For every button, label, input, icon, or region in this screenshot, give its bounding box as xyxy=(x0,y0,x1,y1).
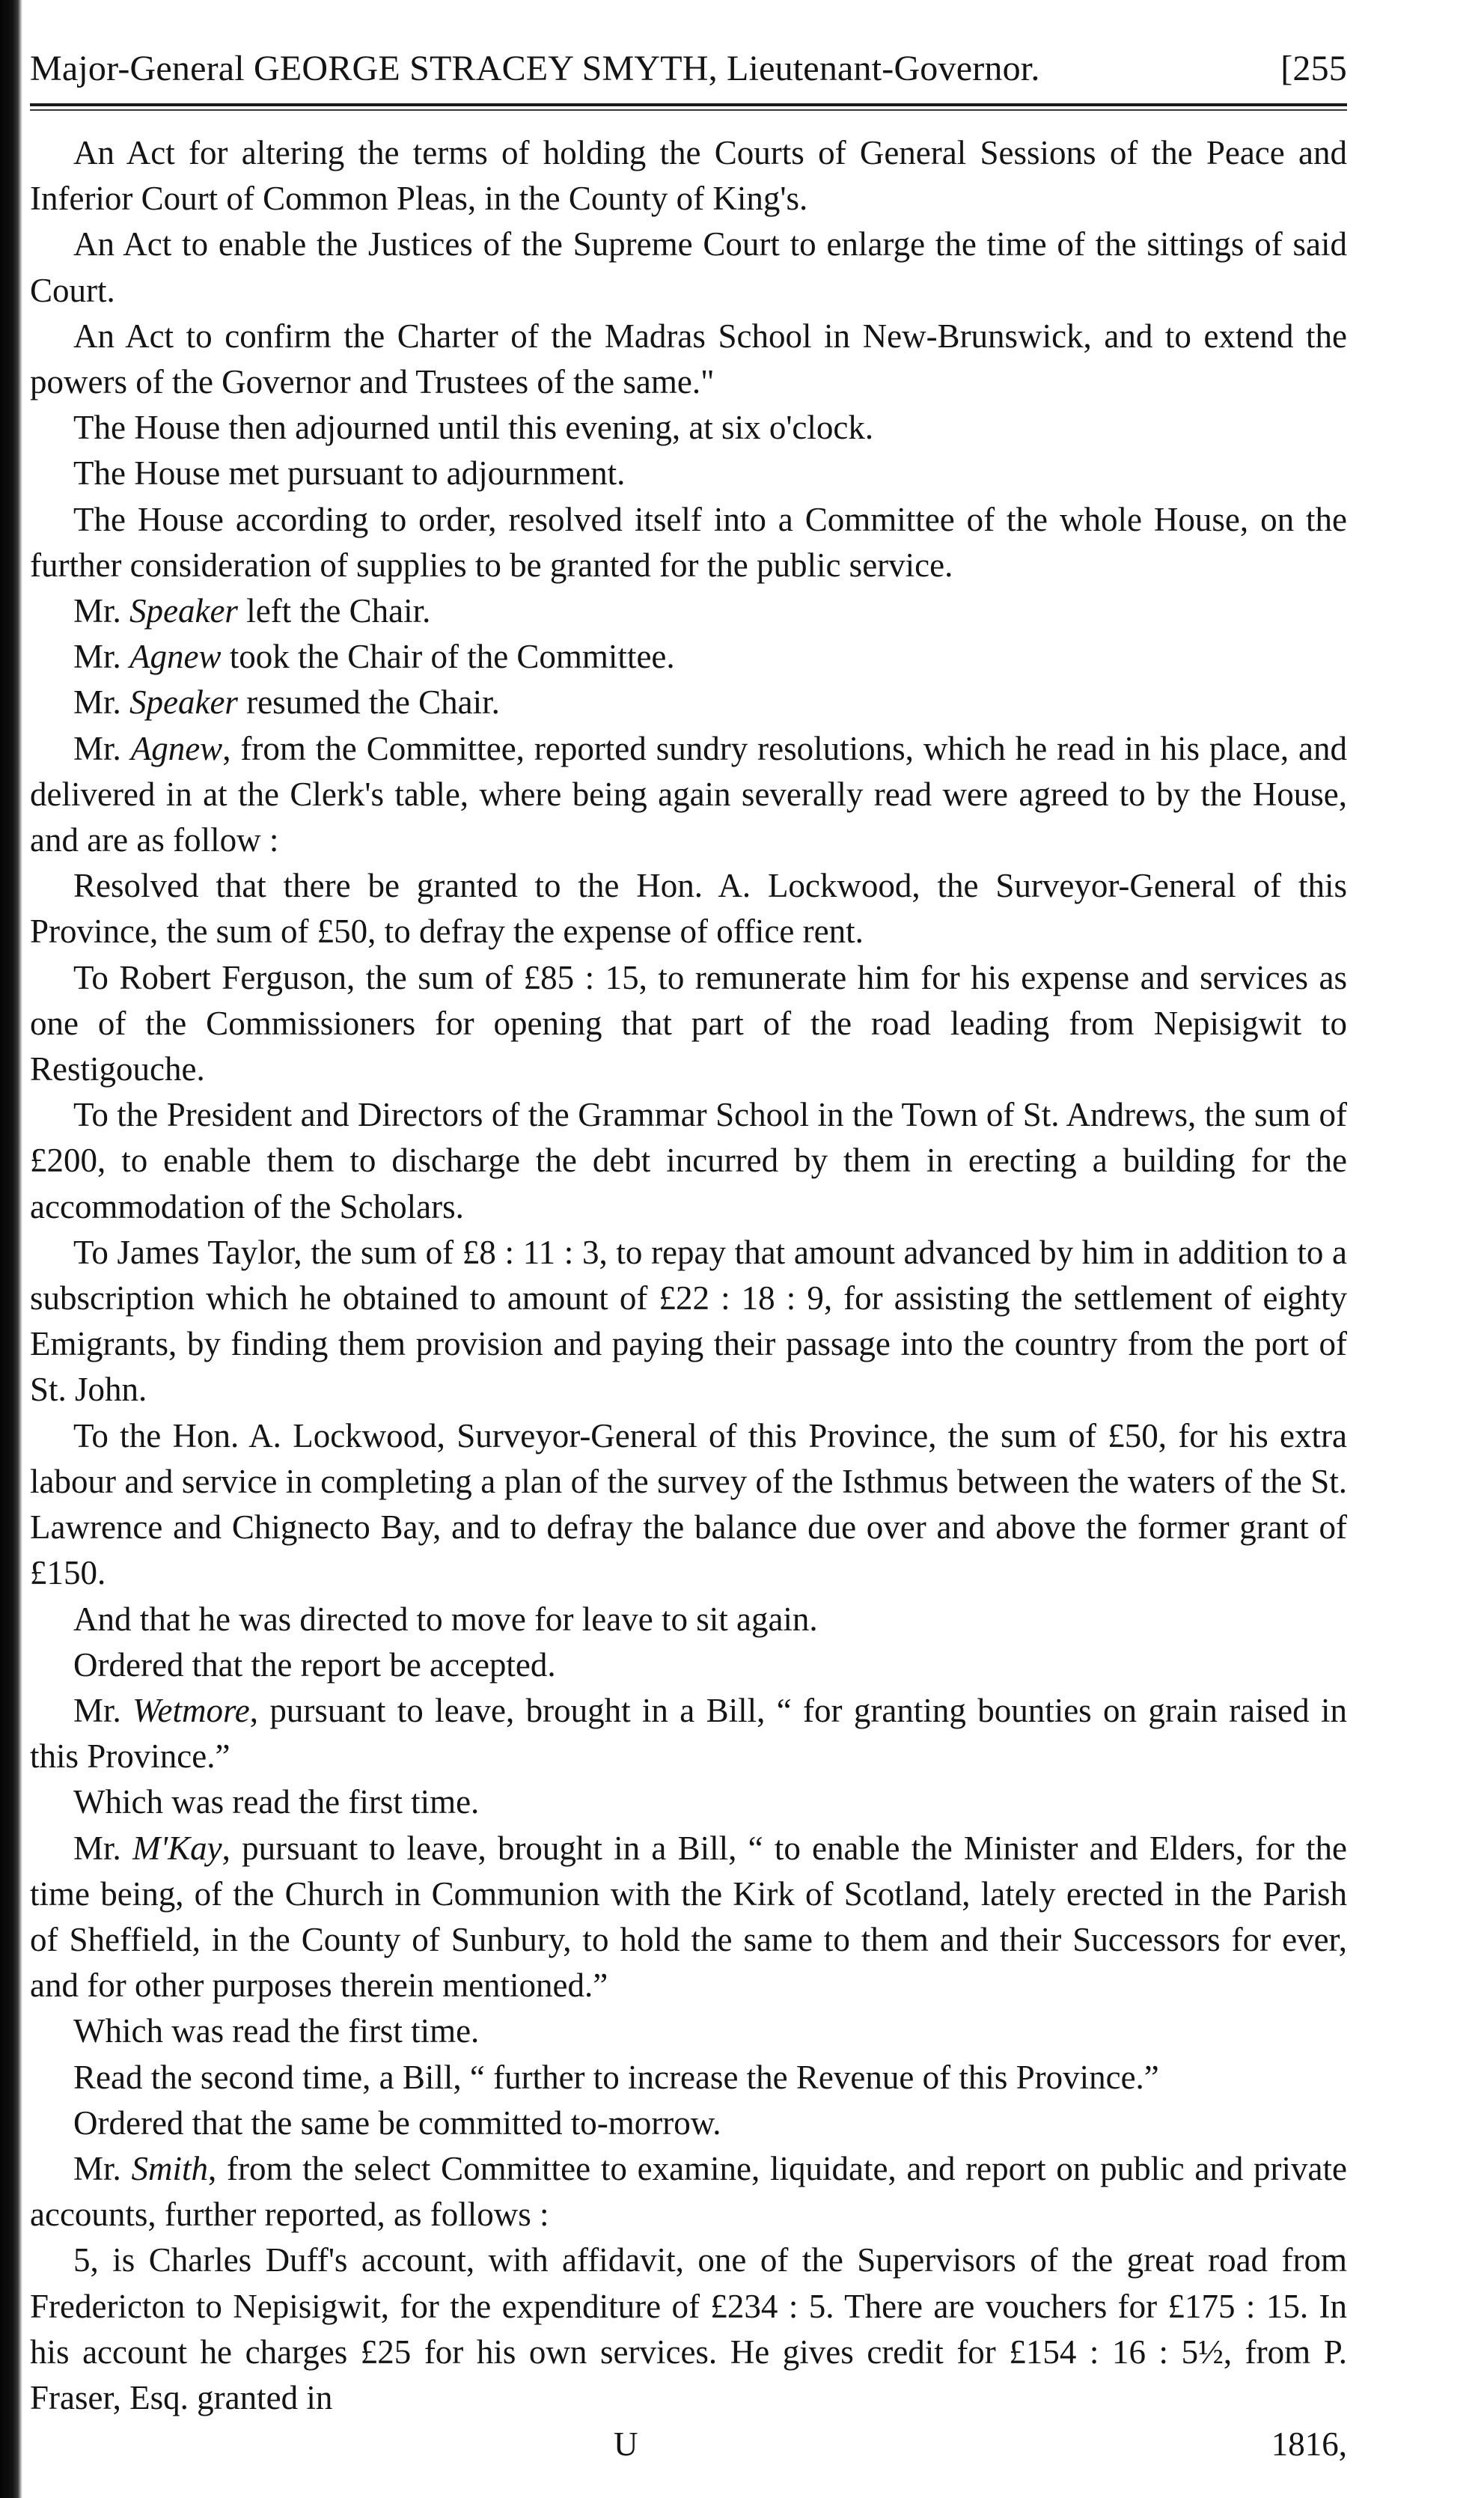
paragraph-act-kings-county: An Act for altering the terms of holding the Courts of General Sessions of the Peace and Inferior Court of Common Pleas, in the County of King's. xyxy=(30,134,1347,218)
running-title: Major-General GEORGE STRACEY SMYTH, Lieutenant-Governor. xyxy=(30,49,1040,88)
paragraph-first-reading-1: Which was read the first time. xyxy=(73,1783,480,1821)
paragraph-james-taylor: To James Taylor, the sum of £8 : 11 : 3, to repay that amount advanced by him in addition to a subscription which he obtained to amount of £22 : 18 : 9, for assisting the settlement of eighty Emigrants, by finding them provision and paying their passage into the country from the port of St. John. xyxy=(30,1233,1347,1409)
paragraph-agnew-report: Mr. Agnew, from the Committee, reported sundry resolutions, which he read in his place, and delivered in at the Clerk's table, where being again severally read were agreed to by the House, and are as follow : xyxy=(30,729,1347,859)
paragraph-first-reading-2: Which was read the first time. xyxy=(73,2012,480,2050)
paragraph-grammar-school: To the President and Directors of the Grammar School in the Town of St. Andrews, the sum of £200, to enable them to discharge the debt incurred by them in erecting a building for the accommodation of the Scholars. xyxy=(30,1096,1347,1225)
paragraph-revenue-bill: Read the second time, a Bill, “ further to increase the Revenue of this Province.” xyxy=(73,2058,1159,2096)
signature-mark: U xyxy=(614,2425,638,2464)
paragraph-act-madras-school: An Act to confirm the Charter of the Madras School in New-Brunswick, and to extend the powers of the Governor and Trustees of the same." xyxy=(30,317,1347,401)
paragraph-lockwood-survey: To the Hon. A. Lockwood, Surveyor-General of this Province, the sum of £50, for his extra labour and service in completing a plan of the survey of the Isthmus between the waters of the St. Lawrence and Chignecto Bay, and to defray the balance due over and above the former grant of £150. xyxy=(30,1416,1347,1592)
page-footer xyxy=(30,2422,1347,2466)
paragraph-committee-whole: The House according to order, resolved itself into a Committee of the whole House, on the further consideration of supplies to be granted for the public service. xyxy=(30,500,1347,584)
page-number: [255 xyxy=(1280,49,1347,88)
scan-binding-shadow xyxy=(0,0,22,2498)
paragraph-agnew-chair: Mr. Agnew took the Chair of the Committee. xyxy=(73,638,675,676)
running-head xyxy=(30,45,1347,93)
paragraph-committed-tomorrow: Ordered that the same be committed to-morrow. xyxy=(73,2104,721,2142)
paragraph-adjourned: The House then adjourned until this evening, at six o'clock. xyxy=(73,409,874,447)
catchword: 1816, xyxy=(1271,2425,1347,2464)
paragraph-ferguson: To Robert Ferguson, the sum of £85 : 15, to remunerate him for his expense and services as one of the Commissioners for opening that part of the road leading from Nepisigwit to Restigouche. xyxy=(30,958,1347,1088)
header-rule-thin xyxy=(30,109,1347,111)
paragraph-report-accepted: Ordered that the report be accepted. xyxy=(73,1645,556,1684)
page xyxy=(30,45,1347,2466)
paragraph-mkay-bill: Mr. M'Kay, pursuant to leave, brought in a Bill, “ to enable the Minister and Elders, for the time being, of the Church in Communion with the Kirk of Scotland, lately erected in the Parish of Sheffield, in the County of Sunbury, to hold the same to them and their Successors for ever, and for other purposes therein mentioned.” xyxy=(30,1829,1347,2005)
paragraph-wetmore-bill: Mr. Wetmore, pursuant to leave, brought in a Bill, “ for granting bounties on grain raised in this Province.” xyxy=(30,1691,1347,1776)
paragraph-house-met: The House met pursuant to adjournment. xyxy=(73,454,626,493)
paragraph-resolved-lockwood: Resolved that there be granted to the Hon. A. Lockwood, the Surveyor-General of this Province, the sum of £50, to defray the expense of office rent. xyxy=(30,867,1347,951)
body-text xyxy=(30,130,1347,2421)
paragraph-speaker-left: Mr. Speaker left the Chair. xyxy=(73,592,431,630)
paragraph-leave-sit-again: And that he was directed to move for leave to sit again. xyxy=(73,1600,818,1638)
paragraph-smith-report: Mr. Smith, from the select Committee to examine, liquidate, and report on public and private accounts, further reported, as follows : xyxy=(30,2149,1347,2234)
paragraph-act-supreme-court: An Act to enable the Justices of the Supreme Court to enlarge the time of the sittings of said Court. xyxy=(30,225,1347,309)
header-rule xyxy=(30,103,1347,106)
paragraph-charles-duff: 5, is Charles Duff's account, with affidavit, one of the Supervisors of the great road from Fredericton to Nepisigwit, for the expenditure of £234 : 5. There are vouchers for £175 : 15. In his account he charges £25 for his own services. He gives credit for £154 : 16 : 5½, from P. Fraser, Esq. granted in xyxy=(30,2241,1347,2416)
paragraph-speaker-resumed: Mr. Speaker resumed the Chair. xyxy=(73,683,500,722)
